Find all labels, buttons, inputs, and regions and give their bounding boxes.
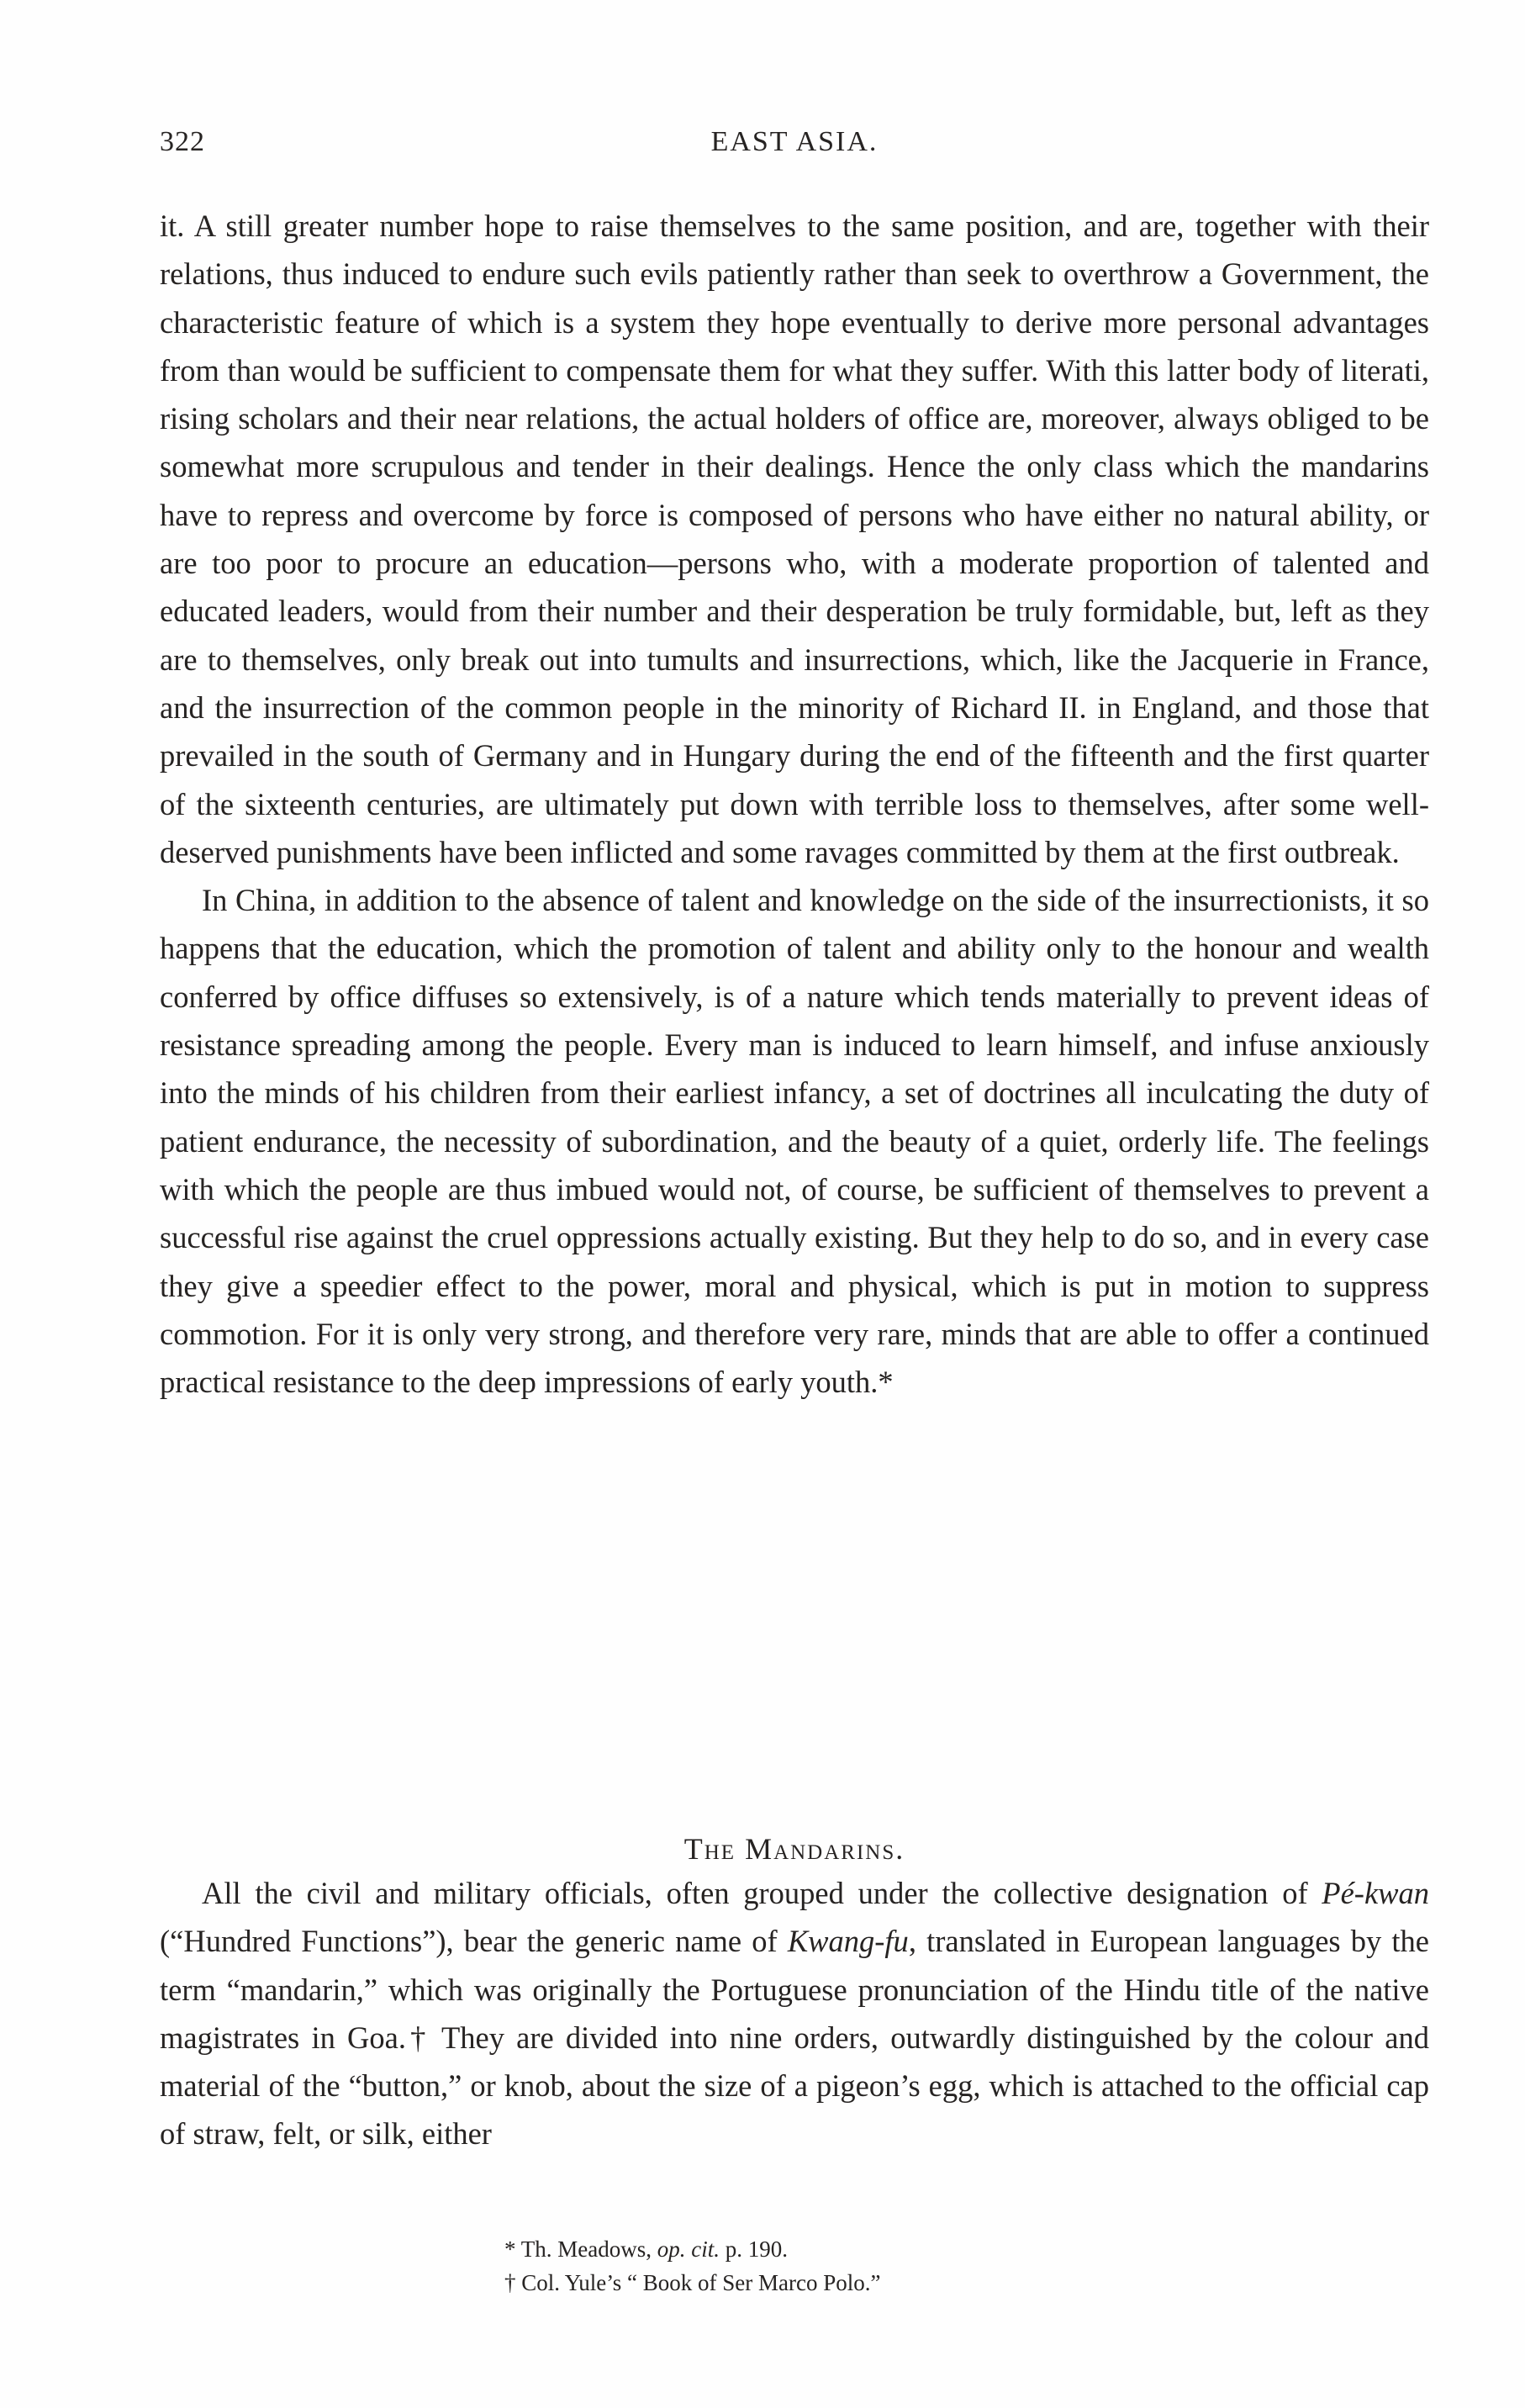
footnote-2: † Col. Yule’s “ Book of Ser Marco Polo.” [504, 2270, 881, 2295]
footnotes [504, 2232, 1429, 2300]
section-paragraph [160, 1869, 1429, 2158]
term-pe-kwan: Pé-kwan [1322, 1876, 1429, 1910]
body-text [160, 202, 1429, 1406]
footnote-1-italic: op. cit. [657, 2236, 720, 2262]
page-header [160, 126, 1429, 168]
section-body [160, 1869, 1429, 2158]
section-text-mid1: (“Hundred Functions”), bear the generic name of [160, 1924, 788, 1959]
section-text-start: All the civil and military officials, often grouped under the collective designation of [202, 1876, 1322, 1910]
section-text-mid2: , translated in European languages by the term “mandarin,” which was originally the Portuguese pronunciation of the Hindu title of the native magistrates in Goa.† They are divided into nine orders, outwardly distinguished by the colour and material of the “button,” or knob, about the size of a pigeon’s egg, which is attached to the official cap of straw, felt, or silk, either [160, 1924, 1429, 2152]
page-number: 322 [160, 126, 205, 157]
footnote-1-prefix: * Th. Meadows, [504, 2236, 657, 2262]
footnote-1 [504, 2232, 1429, 2266]
term-kwang-fu: Kwang-fu [787, 1924, 909, 1959]
footnote-1-suffix: p. 190. [720, 2236, 788, 2262]
section-title: The Mandarins. [683, 1832, 905, 1866]
paragraph-2: In China, in addition to the absence of talent and knowledge on the side of the insurrectionists, it so happens that the education, which the promotion of talent and ability only to the honour and wealth conferred by office diffuses so extensively, is of a nature which tends materially to prevent ideas of resistance spreading among the people. Every man is induced to learn himself, and infuse anxiously into the minds of his children from their earliest infancy, a set of doctrines all inculcating the duty of patient endurance, the necessity of subordination, and the beauty of a quiet, orderly life. The feelings with which the people are thus imbued would not, of course, be sufficient of themselves to prevent a successful rise against the cruel oppressions actually existing. But they help to do so, and in every case they give a speedier effect to the power, moral and physical, which is put in motion to suppress commotion. For it is only very strong, and therefore very rare, minds that are able to offer a continued practical resistance to the deep impressions of early youth.* [160, 883, 1429, 1400]
paragraph-1: it. A still greater number hope to raise themselves to the same position, and are, together with their relations, thus induced to endure such evils patiently rather than seek to overthrow a Government, the characteristic feature of which is a system they hope eventually to derive more personal advantages from than would be sufficient to compensate them for what they suffer. With this latter body of literati, rising scholars and their near relations, the actual holders of office are, moreover, always obliged to be somewhat more scrupulous and tender in their dealings. Hence the only class which the mandarins have to repress and overcome by force is composed of persons who have either no natural ability, or are too poor to procure an education—persons who, with a moderate proportion of talented and educated leaders, would from their number and their desperation be truly formidable, but, left as they are to themselves, only break out into tumults and insurrections, which, like the Jacquerie in France, and the insurrection of the common people in the minority of Richard II. in England, and those that prevailed in the south of Germany and in Hungary during the end of the fifteenth and the first quarter of the sixteenth centuries, are ultimately put down with terrible loss to themselves, after some well-deserved punishments have been inflicted and some ravages committed by them at the first outbreak. [160, 209, 1429, 869]
running-head: EAST ASIA. [710, 126, 879, 157]
